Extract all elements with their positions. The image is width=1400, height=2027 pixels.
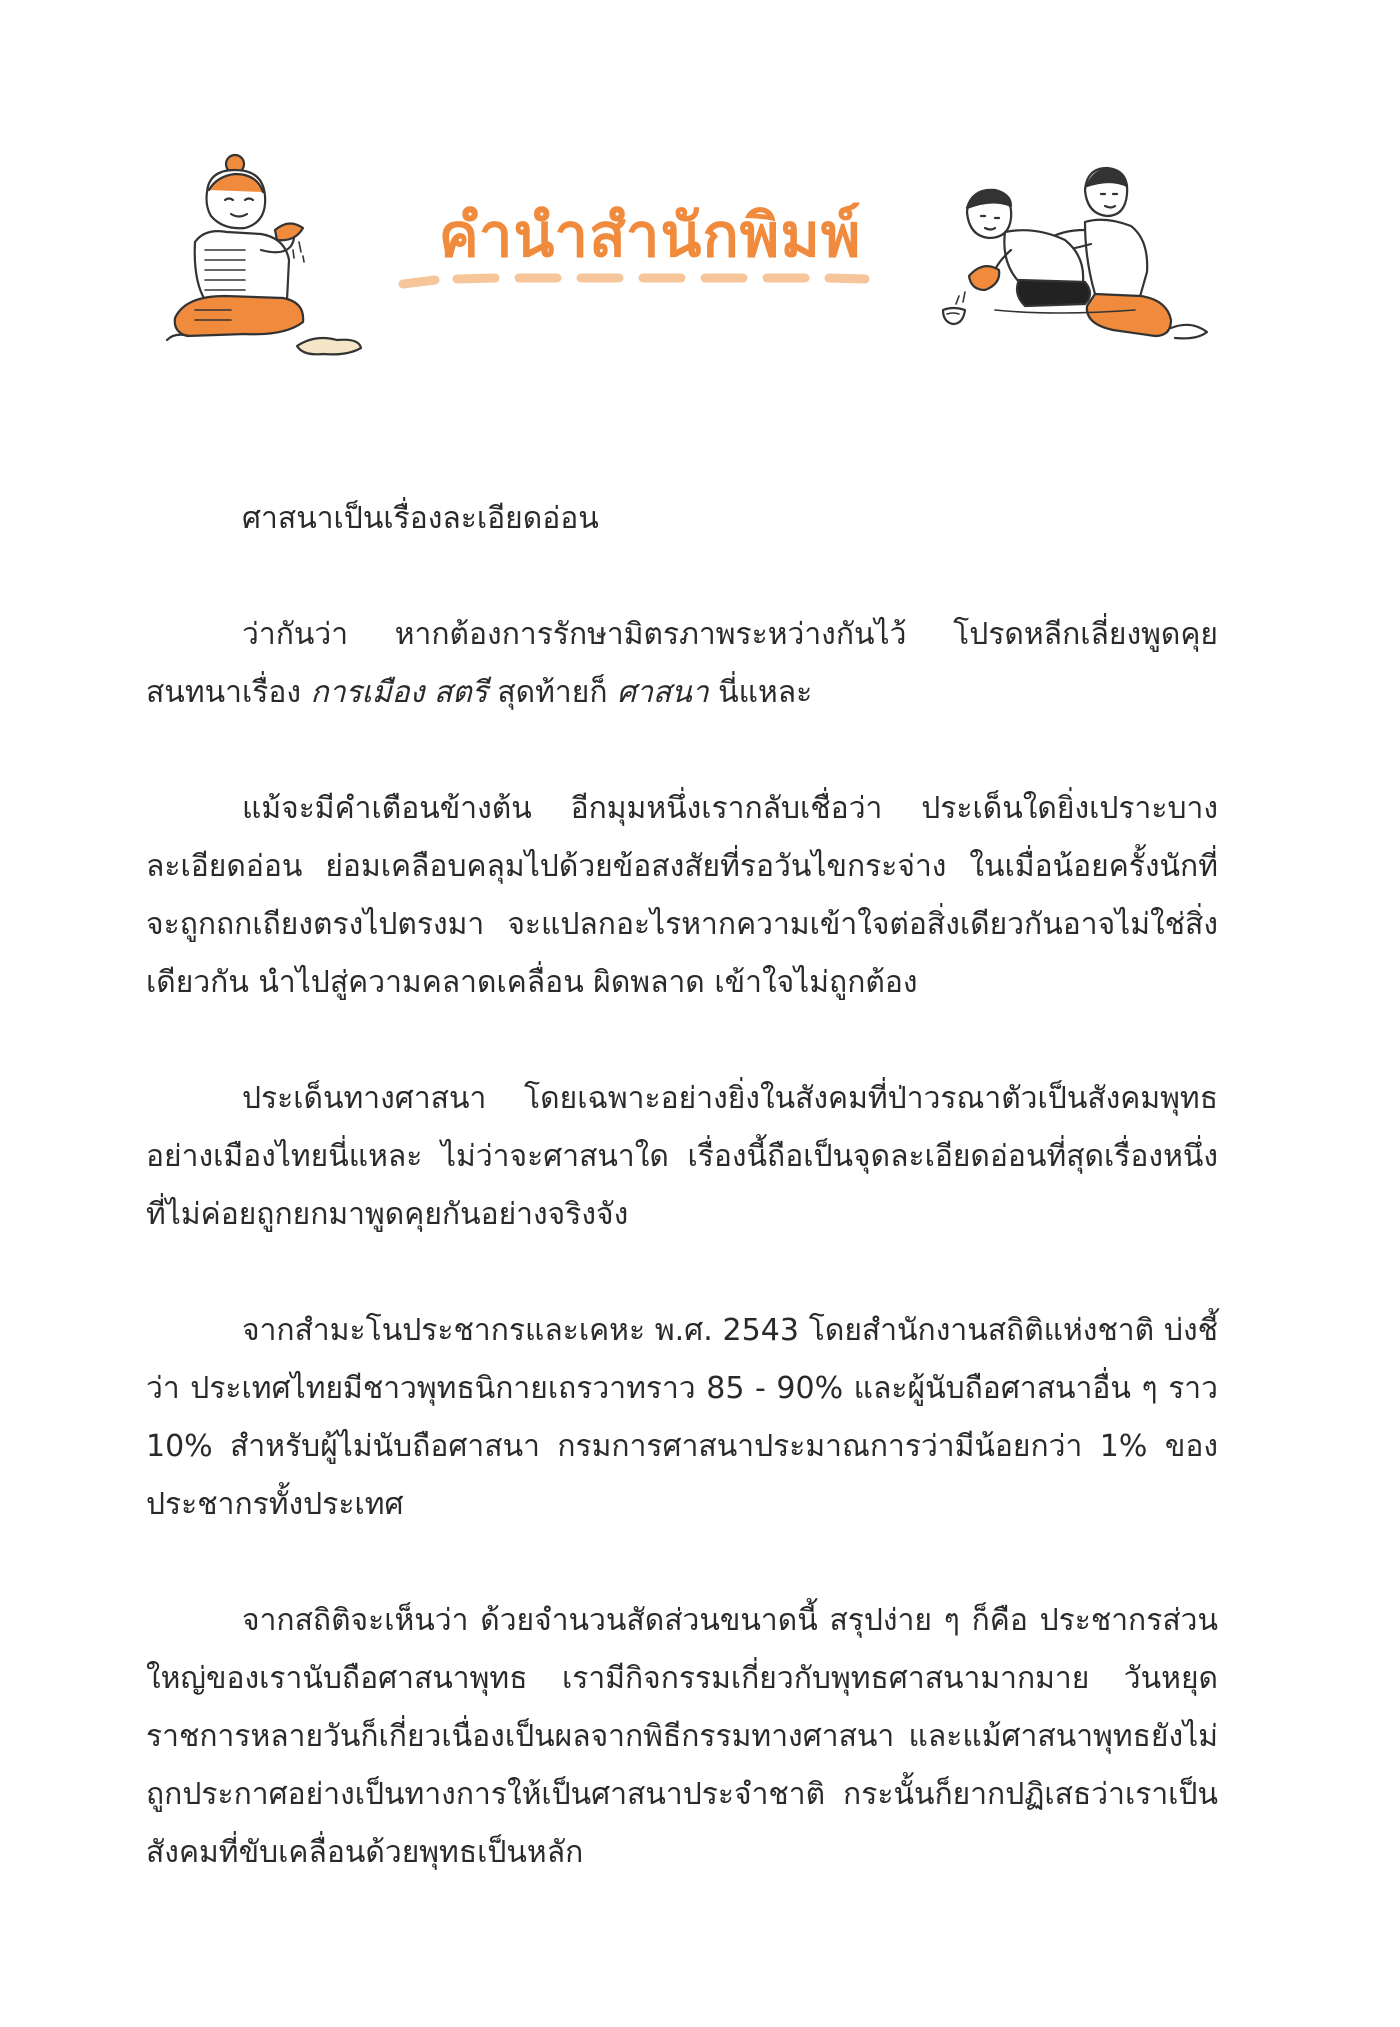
paragraph-2-italic-1: การเมือง สตรี — [310, 675, 488, 710]
paragraph-5: จากสำมะโนประชากรและเคหะ พ.ศ. 2543 โดยสำนักงานสถิติแห่งชาติ บ่งชี้ว่า ประเทศไทยมีชาวพุทธนิกายเถรวาทราว 85 - 90% และผู้นับถือศาสนาอื่น ๆ ราว 10% สำหรับผู้ไม่นับถือศาสนา กรมการศาสนาประมาณการว่ามีน้อยกว่า 1% ของประชากรทั้งประเทศ — [146, 1313, 1218, 1522]
paragraph-2 — [146, 606, 1218, 722]
paragraph-3: แม้จะมีคำเตือนข้างต้น อีกมุมหนึ่งเรากลับเชื่อว่า ประเด็นใดยิ่งเปราะบางละเอียดอ่อน ย่อมเคลือบคลุมไปด้วยข้อสงสัยที่รอวันไขกระจ่าง ในเมื่อน้อยครั้งนักที่จะถูกถกเถียงตรงไปตรงมา จะแปลกอะไรหากความเข้าใจต่อสิ่งเดียวกันอาจไม่ใช่สิ่งเดียวกัน นำไปสู่ความคลาดเคลื่อน ผิดพลาด เข้าใจไม่ถูกต้อง — [146, 791, 1218, 1000]
page-title: คำนำสำนักพิมพ์ — [438, 201, 862, 271]
paragraph-4: ประเด็นทางศาสนา โดยเฉพาะอย่างยิ่งในสังคมที่ป่าวรณาตัวเป็นสังคมพุทธอย่างเมืองไทยนี่แหละ ไม่ว่าจะศาสนาใด เรื่องนี้ถือเป็นจุดละเอียดอ่อนที่สุดเรื่องหนึ่งที่ไม่ค่อยถูกยกมาพูดคุยกันอย่างจริงจัง — [146, 1081, 1218, 1232]
paragraph-1: ศาสนาเป็นเรื่องละเอียดอ่อน — [242, 501, 599, 536]
preface-body — [146, 490, 1218, 1940]
decorative-dashed-underline — [395, 268, 895, 292]
paragraph-6: จากสถิติจะเห็นว่า ด้วยจำนวนสัดส่วนขนาดนี้ สรุปง่าย ๆ ก็คือ ประชากรส่วนใหญ่ของเรานับถือศาสนาพุทธ เรามีกิจกรรมเกี่ยวกับพุทธศาสนามากมาย วันหยุดราชการหลายวันก็เกี่ยวเนื่องเป็นผลจากพิธีกรรมทางศาสนา และแม้ศาสนาพุทธยังไม่ถูกประกาศอย่างเป็นทางการให้เป็นศาสนาประจำชาติ กระนั้นก็ยากปฏิเสธว่าเราเป็นสังคมที่ขับเคลื่อนด้วยพุทธเป็นหลัก — [146, 1603, 1218, 1870]
paragraph-2-text-c: นี่แหละ — [708, 675, 813, 710]
paragraph-2-text-a: ว่ากันว่า หากต้องการรักษามิตรภาพระหว่างกันไว้ โปรดหลีกเลี่ยงพูดคุยสนทนาเรื่อง — [146, 617, 1218, 710]
paragraph-2-text-b: สุดท้ายก็ — [487, 675, 618, 710]
woman-pouring-water-illustration — [165, 150, 365, 360]
chapter-header — [0, 140, 1400, 370]
paragraph-2-italic-2: ศาสนา — [617, 675, 709, 710]
man-massaging-illustration — [935, 160, 1220, 360]
